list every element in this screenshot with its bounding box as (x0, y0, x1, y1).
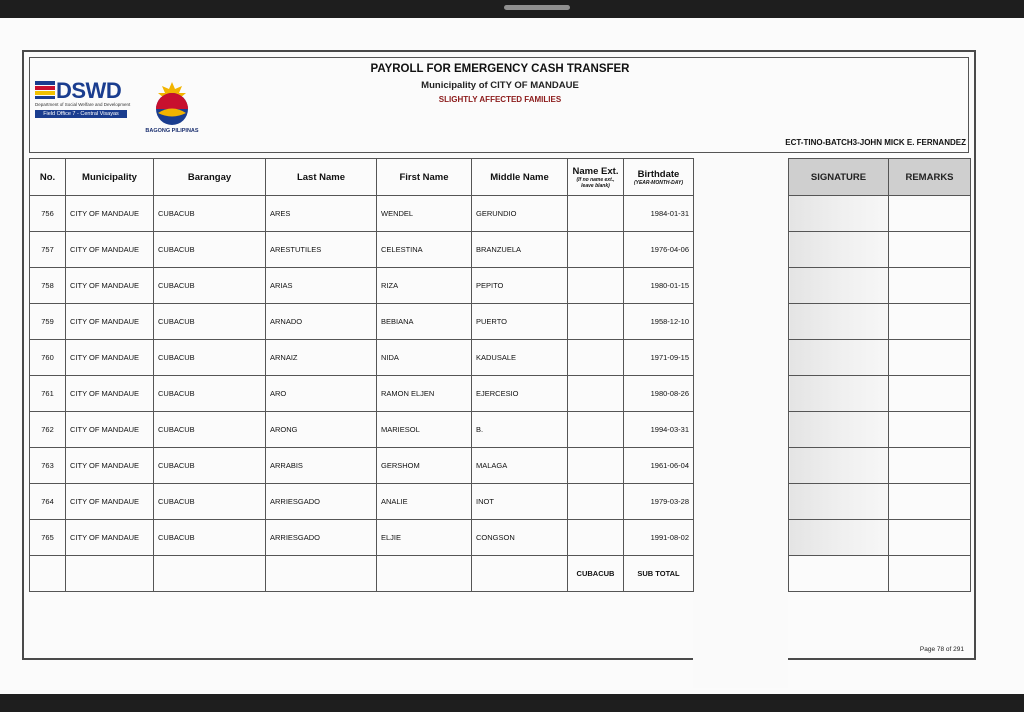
cell-middle-name: PEPITO (472, 268, 568, 304)
signature-cell (789, 340, 889, 376)
subtotal-empty-cell (154, 556, 266, 592)
cell-municipality: CITY OF MANDAUE (66, 376, 154, 412)
cell-no: 760 (30, 340, 66, 376)
signature-row (789, 340, 971, 376)
cell-name-ext (568, 268, 624, 304)
cell-first-name: CELESTINA (377, 232, 472, 268)
remarks-cell (889, 268, 971, 304)
cell-last-name: ARIAS (266, 268, 377, 304)
signature-row (789, 304, 971, 340)
remarks-cell (889, 448, 971, 484)
subtotal-row (30, 556, 694, 592)
cell-barangay: CUBACUB (154, 304, 266, 340)
subtotal-empty-cell (30, 556, 66, 592)
col-name-ext-note: (If no name ext., leave blank) (576, 176, 615, 189)
cell-last-name: ARRIESGADO (266, 484, 377, 520)
cell-middle-name: INOT (472, 484, 568, 520)
cell-no: 764 (30, 484, 66, 520)
cell-first-name: RIZA (377, 268, 472, 304)
cell-municipality: CITY OF MANDAUE (66, 340, 154, 376)
remarks-cell (889, 196, 971, 232)
signature-cell (789, 376, 889, 412)
cell-birthdate: 1961-06-04 (624, 448, 694, 484)
col-signature: SIGNATURE (789, 159, 889, 196)
signature-row (789, 520, 971, 556)
cell-barangay: CUBACUB (154, 520, 266, 556)
col-name-ext (568, 159, 624, 196)
table-row (30, 448, 694, 484)
table-row (30, 484, 694, 520)
table-row (30, 196, 694, 232)
cell-barangay: CUBACUB (154, 340, 266, 376)
cell-name-ext (568, 232, 624, 268)
subtotal-empty-cell (377, 556, 472, 592)
top-bar (0, 0, 1024, 18)
cell-first-name: NIDA (377, 340, 472, 376)
signature-cell (789, 484, 889, 520)
cell-name-ext (568, 448, 624, 484)
cell-barangay: CUBACUB (154, 268, 266, 304)
signature-cell (789, 268, 889, 304)
cell-name-ext (568, 340, 624, 376)
col-barangay: Barangay (154, 159, 266, 196)
cell-name-ext (568, 376, 624, 412)
cell-name-ext (568, 304, 624, 340)
category-line: SLIGHTLY AFFECTED FAMILIES (438, 95, 562, 104)
cell-last-name: ARONG (266, 412, 377, 448)
cell-middle-name: PUERTO (472, 304, 568, 340)
cell-middle-name: EJERCESIO (472, 376, 568, 412)
dswd-subtitle: Department of Social Welfare and Development (35, 102, 131, 107)
cell-barangay: CUBACUB (154, 196, 266, 232)
table-row (30, 340, 694, 376)
cell-no: 763 (30, 448, 66, 484)
cell-first-name: ANALIE (377, 484, 472, 520)
remarks-cell (889, 232, 971, 268)
cell-no: 758 (30, 268, 66, 304)
cell-municipality: CITY OF MANDAUE (66, 484, 154, 520)
col-middle-name: Middle Name (472, 159, 568, 196)
cell-name-ext (568, 520, 624, 556)
cell-first-name: RAMON ELJEN (377, 376, 472, 412)
cell-barangay: CUBACUB (154, 484, 266, 520)
cell-no: 765 (30, 520, 66, 556)
table-row (30, 268, 694, 304)
cell-first-name: ELJIE (377, 520, 472, 556)
remarks-cell (889, 484, 971, 520)
signature-row (789, 448, 971, 484)
dswd-wordmark: DSWD (56, 78, 122, 103)
signature-row (789, 232, 971, 268)
cell-municipality: CITY OF MANDAUE (66, 448, 154, 484)
cell-no: 762 (30, 412, 66, 448)
cell-barangay: CUBACUB (154, 376, 266, 412)
cell-birthdate: 1971-09-15 (624, 340, 694, 376)
cell-birthdate: 1980-08-26 (624, 376, 694, 412)
remarks-cell (889, 340, 971, 376)
col-birthdate-label: Birthdate (637, 168, 680, 180)
col-no: No. (30, 159, 66, 196)
bottom-bar (0, 694, 1024, 712)
municipality-line: Municipality of CITY OF MANDAUE (421, 80, 579, 91)
cell-barangay: CUBACUB (154, 412, 266, 448)
table-row (30, 520, 694, 556)
col-birthdate-note: (YEAR-MONTH-DAY) (633, 179, 684, 186)
signature-row (789, 412, 971, 448)
cell-first-name: WENDEL (377, 196, 472, 232)
cell-birthdate: 1958-12-10 (624, 304, 694, 340)
cell-no: 757 (30, 232, 66, 268)
table-row (30, 304, 694, 340)
signature-header-row (789, 159, 971, 196)
cell-last-name: ARRABIS (266, 448, 377, 484)
cell-no: 761 (30, 376, 66, 412)
table-row (30, 232, 694, 268)
cell-birthdate: 1980-01-15 (624, 268, 694, 304)
cell-name-ext (568, 412, 624, 448)
dswd-field-office: Field Office 7 - Central Visayas (35, 110, 127, 118)
col-last-name: Last Name (266, 159, 377, 196)
col-first-name: First Name (377, 159, 472, 196)
cell-last-name: ARESTUTILES (266, 232, 377, 268)
cell-barangay: CUBACUB (154, 448, 266, 484)
cell-no: 759 (30, 304, 66, 340)
cell-birthdate: 1991-08-02 (624, 520, 694, 556)
signature-row (789, 376, 971, 412)
table-header-row (30, 159, 694, 196)
signature-row (789, 196, 971, 232)
subtotal-empty-cell (266, 556, 377, 592)
col-birthdate (624, 159, 694, 196)
cell-last-name: ARNAIZ (266, 340, 377, 376)
document-title: PAYROLL FOR EMERGENCY CASH TRANSFER (370, 63, 630, 75)
signature-cell (789, 304, 889, 340)
cell-municipality: CITY OF MANDAUE (66, 232, 154, 268)
cell-birthdate: 1979-03-28 (624, 484, 694, 520)
cell-municipality: CITY OF MANDAUE (66, 268, 154, 304)
cell-birthdate: 1984-01-31 (624, 196, 694, 232)
cell-municipality: CITY OF MANDAUE (66, 412, 154, 448)
signature-cell (789, 412, 889, 448)
cell-municipality: CITY OF MANDAUE (66, 520, 154, 556)
col-municipality: Municipality (66, 159, 154, 196)
page-gap (693, 158, 788, 688)
subtotal-empty-cell (472, 556, 568, 592)
bagong-pilipinas-caption: BAGONG PILIPINAS (145, 128, 199, 134)
cell-last-name: ARES (266, 196, 377, 232)
signature-cell (789, 448, 889, 484)
cell-name-ext (568, 196, 624, 232)
signature-cell (789, 556, 889, 592)
cell-middle-name: B. (472, 412, 568, 448)
cell-birthdate: 1994-03-31 (624, 412, 694, 448)
signature-cell (789, 196, 889, 232)
batch-code: ECT-TINO-BATCH3-JOHN MICK E. FERNANDEZ (785, 138, 966, 147)
remarks-cell (889, 376, 971, 412)
table-row (30, 412, 694, 448)
remarks-cell (889, 556, 971, 592)
cell-middle-name: GERUNDIO (472, 196, 568, 232)
cell-municipality: CITY OF MANDAUE (66, 304, 154, 340)
signature-cell (789, 232, 889, 268)
cell-middle-name: KADUSALE (472, 340, 568, 376)
batch-divider (29, 152, 969, 153)
subtotal-barangay: CUBACUB (568, 556, 624, 592)
cell-middle-name: BRANZUELA (472, 232, 568, 268)
cell-first-name: GERSHOM (377, 448, 472, 484)
subtotal-empty-cell (66, 556, 154, 592)
cell-last-name: ARRIESGADO (266, 520, 377, 556)
payroll-table (29, 158, 694, 592)
col-name-ext-label: Name Ext. (572, 165, 619, 177)
cell-no: 756 (30, 196, 66, 232)
signature-table (788, 158, 971, 592)
signature-subtotal-row (789, 556, 971, 592)
cell-middle-name: CONGSON (472, 520, 568, 556)
cell-middle-name: MALAGA (472, 448, 568, 484)
drag-handle[interactable] (504, 5, 570, 10)
col-remarks: REMARKS (889, 159, 971, 196)
remarks-cell (889, 412, 971, 448)
cell-birthdate: 1976-04-06 (624, 232, 694, 268)
signature-row (789, 268, 971, 304)
cell-last-name: ARO (266, 376, 377, 412)
subtotal-label: SUB TOTAL (624, 556, 694, 592)
signature-cell (789, 520, 889, 556)
cell-last-name: ARNADO (266, 304, 377, 340)
cell-barangay: CUBACUB (154, 232, 266, 268)
cell-name-ext (568, 484, 624, 520)
remarks-cell (889, 304, 971, 340)
cell-first-name: BEBIANA (377, 304, 472, 340)
signature-row (789, 484, 971, 520)
table-row (30, 376, 694, 412)
cell-first-name: MARIESOL (377, 412, 472, 448)
cell-municipality: CITY OF MANDAUE (66, 196, 154, 232)
remarks-cell (889, 520, 971, 556)
page-number: Page 78 of 291 (919, 646, 964, 653)
